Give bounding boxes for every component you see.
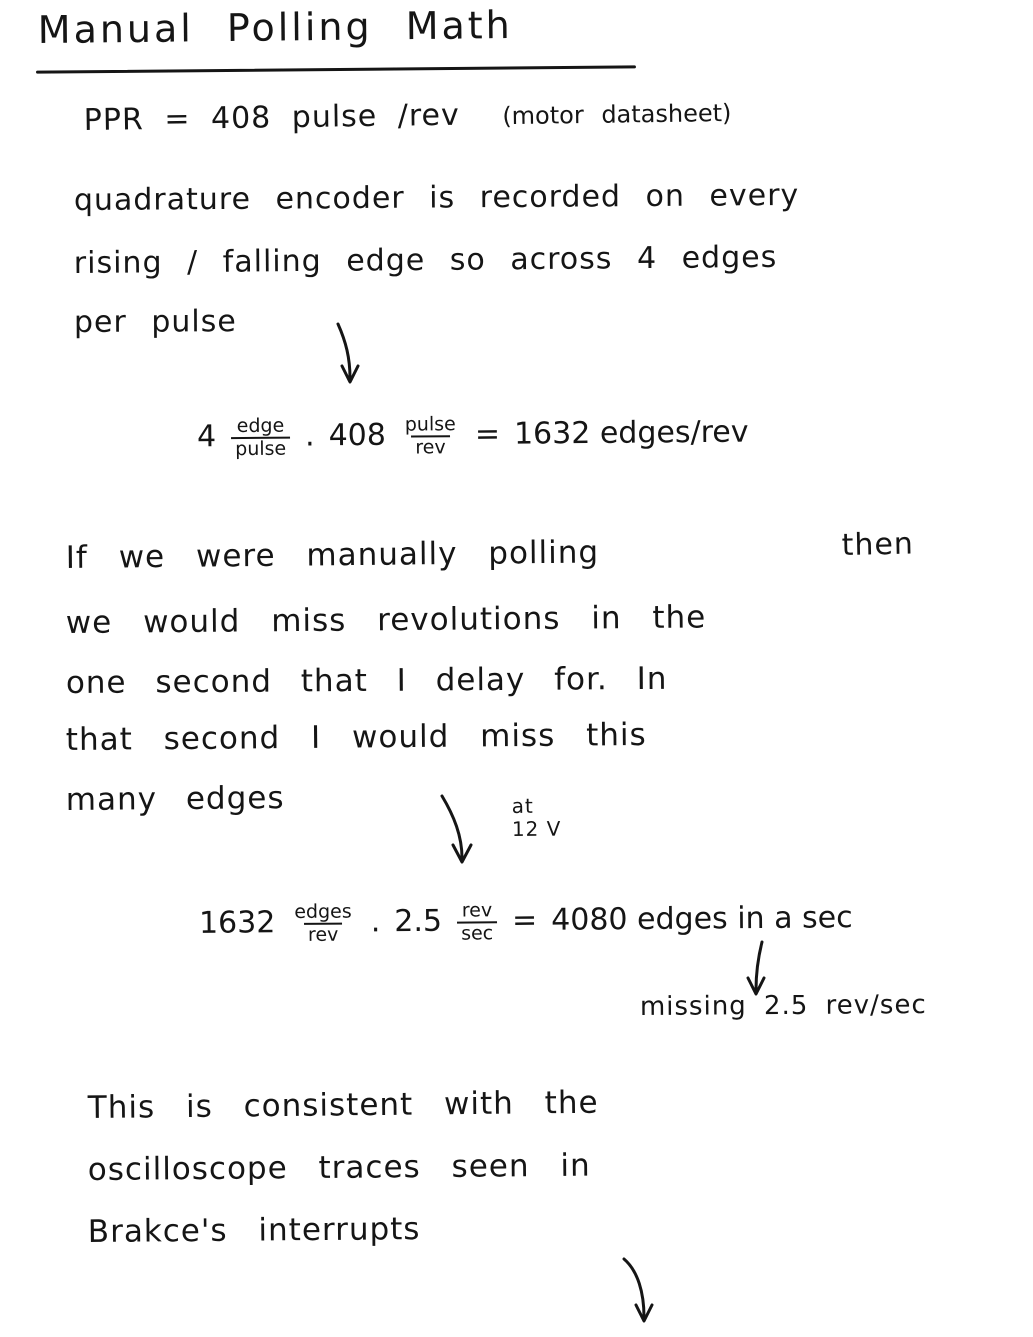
ppr-equation: PPR = 408 pulse /rev: [83, 97, 461, 138]
eq2-frac2-numerator: rev: [461, 899, 493, 922]
conclusion-line-1: This is consistent with the: [87, 1084, 599, 1126]
edges-per-rev-equation: [190, 410, 756, 459]
missed-edges-equation: [192, 895, 860, 945]
title-underline: [36, 65, 636, 73]
eq1-frac1-denominator: pulse: [231, 437, 290, 461]
then-word: then: [841, 526, 915, 563]
missing-rev-note: missing 2.5 rev/sec: [639, 989, 927, 1022]
voltage-note-line-2: 12 V: [511, 816, 562, 841]
down-arrow-icon: [618, 1255, 664, 1327]
eq2-frac1-numerator: edges: [294, 900, 352, 924]
polling-line-3: one second that I delay for. In: [65, 660, 668, 701]
eq1-dot: .: [304, 418, 315, 454]
eq1-fraction-pulse-per-rev: [401, 414, 460, 459]
eq2-value2: 2.5: [394, 903, 443, 939]
eq1-equals: =: [474, 416, 501, 452]
eq1-frac2-numerator: pulse: [404, 413, 456, 436]
eq1-fraction-edge-per-pulse: [231, 416, 290, 461]
down-arrow-icon: [436, 790, 482, 870]
polling-line-2: we would miss revolutions in the: [65, 599, 707, 641]
voltage-note-line-1: at: [511, 793, 534, 819]
polling-line-4: that second I would miss this: [65, 716, 647, 758]
polling-line-5: many edges: [65, 780, 285, 818]
eq2-frac1-denominator: rev: [304, 923, 343, 947]
eq2-result: 4080 edges in a sec: [551, 899, 853, 938]
quadrature-line-1: quadrature encoder is recorded on every: [73, 177, 800, 218]
quadrature-line-3: per pulse: [73, 304, 237, 340]
eq1-value: 408: [328, 417, 387, 454]
eq2-fraction-rev-per-sec: [457, 900, 497, 945]
eq1-frac1-numerator: edge: [236, 414, 285, 438]
eq2-dot: .: [370, 904, 381, 940]
voltage-note: [512, 795, 562, 841]
down-arrow-icon: [330, 320, 370, 390]
eq2-equals: =: [511, 902, 538, 938]
page-title: Manual Polling Math: [37, 3, 513, 52]
eq1-frac2-denominator: rev: [411, 435, 450, 459]
ppr-line: [84, 94, 732, 138]
polling-line-1: If we were manually polling: [65, 534, 600, 576]
ppr-source-note: (motor datasheet): [502, 98, 732, 131]
quadrature-line-2: rising / falling edge so across 4 edges: [73, 239, 778, 281]
eq1-result: 1632 edges/rev: [513, 414, 749, 452]
eq1-factor: 4: [196, 419, 217, 455]
conclusion-line-2: oscilloscope traces seen in: [87, 1147, 591, 1188]
eq2-fraction-edges-per-rev: [290, 901, 356, 946]
eq2-value1: 1632: [198, 904, 276, 941]
conclusion-line-3: Brakce's interrupts: [87, 1211, 421, 1250]
eq2-frac2-denominator: sec: [457, 922, 497, 946]
